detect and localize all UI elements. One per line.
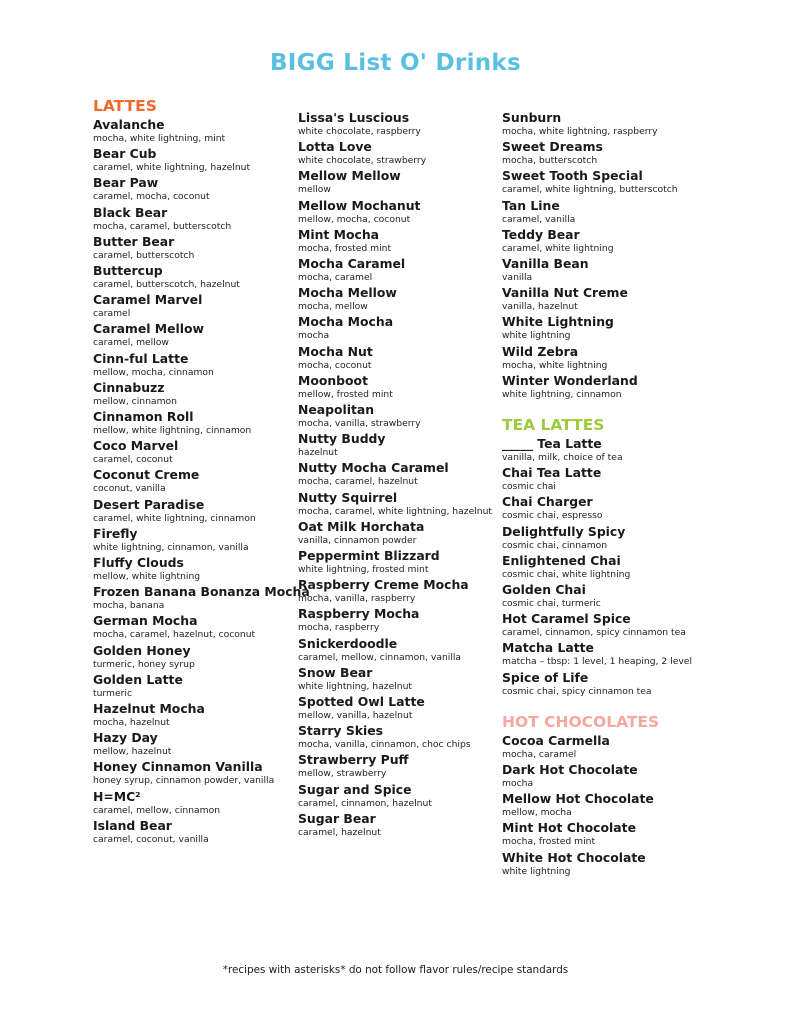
drink-item bbox=[502, 494, 712, 523]
drink-ingredients: caramel, hazelnut bbox=[298, 826, 381, 838]
drink-name: Cinn-ful Latte bbox=[93, 350, 189, 366]
drink-item bbox=[502, 670, 712, 699]
drink-name: Buttercup bbox=[93, 263, 163, 279]
drink-name: _____ Tea Latte bbox=[502, 436, 602, 452]
drink-item bbox=[93, 613, 288, 642]
drink-item bbox=[298, 577, 493, 606]
drink-item bbox=[298, 519, 493, 548]
drink-item bbox=[502, 582, 712, 611]
drink-name: Coconut Creme bbox=[93, 467, 200, 483]
drink-ingredients: turmeric bbox=[93, 687, 133, 699]
drink-name: Starry Skies bbox=[298, 723, 384, 739]
drink-item bbox=[298, 723, 493, 752]
drink-item bbox=[298, 373, 493, 402]
drink-item bbox=[502, 198, 712, 227]
drink-name: Raspberry Mocha bbox=[298, 606, 420, 622]
drink-ingredients: mellow, white lightning, cinnamon bbox=[93, 425, 252, 437]
drink-item bbox=[502, 373, 712, 402]
drink-name: Delightfully Spicy bbox=[502, 523, 626, 539]
drink-ingredients: white chocolate, strawberry bbox=[298, 155, 427, 167]
drink-name: Hazy Day bbox=[93, 730, 158, 746]
drink-name: Sunburn bbox=[502, 110, 562, 125]
drink-item bbox=[93, 438, 288, 467]
section-title-tea-lattes: TEA LATTES bbox=[502, 416, 605, 435]
drink-name: Chai Charger bbox=[502, 494, 593, 510]
drink-item bbox=[502, 110, 712, 139]
drink-item bbox=[93, 175, 288, 204]
drink-item bbox=[298, 110, 493, 139]
drink-name: Bear Cub bbox=[93, 146, 157, 162]
drink-item bbox=[298, 548, 493, 577]
drink-item bbox=[502, 227, 712, 256]
drink-name: White Hot Chocolate bbox=[502, 849, 646, 865]
drink-item bbox=[502, 611, 712, 640]
drink-name: Nutty Squirrel bbox=[298, 489, 398, 505]
drink-item bbox=[93, 730, 288, 759]
drink-item bbox=[93, 759, 288, 788]
drink-ingredients: mocha, vanilla, raspberry bbox=[298, 593, 416, 605]
drink-ingredients: caramel, cinnamon, spicy cinnamon tea bbox=[502, 627, 686, 639]
drink-ingredients: caramel, white lightning, cinnamon bbox=[93, 512, 256, 524]
drink-ingredients: mocha, white lightning, mint bbox=[93, 133, 226, 144]
drink-item bbox=[502, 524, 712, 553]
drink-item bbox=[502, 733, 712, 762]
drink-ingredients: white lightning bbox=[502, 330, 571, 342]
drink-ingredients: mocha, frosted mint bbox=[298, 242, 392, 254]
drink-ingredients: mocha, hazelnut bbox=[93, 717, 170, 729]
drink-item bbox=[298, 227, 493, 256]
drink-name: Wild Zebra bbox=[502, 343, 579, 359]
drink-item bbox=[93, 263, 288, 292]
drink-ingredients: cosmic chai bbox=[502, 481, 556, 493]
drink-ingredients: caramel, butterscotch bbox=[93, 249, 195, 261]
drink-ingredients: mellow bbox=[298, 184, 331, 196]
drink-item bbox=[93, 643, 288, 672]
drink-item bbox=[93, 351, 288, 380]
drink-name: German Mocha bbox=[93, 613, 198, 629]
drink-name: Mellow Mochanut bbox=[298, 197, 421, 213]
drink-ingredients: caramel, butterscotch, hazelnut bbox=[93, 279, 240, 291]
drink-item bbox=[93, 292, 288, 321]
drink-ingredients: vanilla, hazelnut bbox=[502, 301, 578, 313]
drink-ingredients: cosmic chai, cinnamon bbox=[502, 539, 608, 551]
drink-ingredients: caramel, mellow, cinnamon, vanilla bbox=[298, 651, 462, 663]
drink-name: Neapolitan bbox=[298, 402, 375, 418]
drink-name: Raspberry Creme Mocha bbox=[298, 577, 469, 593]
menu-column-3 bbox=[502, 110, 712, 879]
drink-ingredients: coconut, vanilla bbox=[93, 483, 166, 495]
drink-name: Hazelnut Mocha bbox=[93, 701, 205, 717]
drink-item bbox=[93, 409, 288, 438]
drink-item bbox=[298, 811, 493, 840]
drink-name: Cocoa Carmella bbox=[502, 732, 610, 748]
drink-name: Mocha Nut bbox=[298, 343, 373, 359]
drink-name: Vanilla Bean bbox=[502, 256, 589, 272]
drink-ingredients: mocha, vanilla, cinnamon, choc chips bbox=[298, 739, 471, 751]
drink-name: Sweet Tooth Special bbox=[502, 168, 643, 184]
drink-item bbox=[298, 314, 493, 343]
drink-item bbox=[93, 497, 288, 526]
drink-ingredients: mellow, mocha, cinnamon bbox=[93, 366, 214, 378]
drink-item bbox=[93, 672, 288, 701]
drink-ingredients: caramel, mocha, coconut bbox=[93, 191, 210, 203]
drink-ingredients: mocha, caramel bbox=[298, 272, 373, 284]
drink-item bbox=[502, 256, 712, 285]
drink-name: Oat Milk Horchata bbox=[298, 518, 425, 534]
drink-ingredients: mocha, caramel, butterscotch bbox=[93, 220, 232, 232]
drink-ingredients: mocha, frosted mint bbox=[502, 836, 596, 848]
drink-ingredients: mellow, mocha, coconut bbox=[298, 213, 411, 225]
drink-name: Lissa's Luscious bbox=[298, 110, 410, 125]
drink-item bbox=[93, 789, 288, 818]
drink-ingredients: white lightning, hazelnut bbox=[298, 680, 413, 692]
drink-ingredients: matcha – tbsp: 1 level, 1 heaping, 2 level bbox=[502, 656, 693, 668]
drink-name: Sugar and Spice bbox=[298, 781, 412, 797]
drink-item bbox=[502, 791, 712, 820]
drink-name: Island Bear bbox=[93, 817, 172, 833]
drink-name: Desert Paradise bbox=[93, 496, 205, 512]
menu-column-2 bbox=[298, 110, 493, 840]
drink-ingredients: mellow, white lightning bbox=[93, 571, 201, 583]
drink-name: H=MC² bbox=[93, 788, 141, 804]
drink-item bbox=[502, 344, 712, 373]
drink-ingredients: mocha, caramel, hazelnut bbox=[298, 476, 418, 488]
drink-name: Chai Tea Latte bbox=[502, 465, 602, 481]
drink-item bbox=[298, 782, 493, 811]
drink-ingredients: vanilla, cinnamon powder bbox=[298, 534, 417, 546]
drink-ingredients: white lightning bbox=[502, 865, 571, 877]
drink-ingredients: mocha, caramel, white lightning, hazelnut bbox=[298, 505, 493, 517]
drink-ingredients: hazelnut bbox=[298, 447, 338, 459]
drink-ingredients: vanilla, milk, choice of tea bbox=[502, 452, 623, 464]
drink-item bbox=[298, 256, 493, 285]
drink-ingredients: mellow, hazelnut bbox=[93, 746, 172, 758]
drink-item bbox=[298, 460, 493, 489]
drink-name: Golden Latte bbox=[93, 671, 183, 687]
drink-item bbox=[298, 636, 493, 665]
drink-ingredients: mocha, vanilla, strawberry bbox=[298, 418, 421, 430]
drink-ingredients: cosmic chai, spicy cinnamon tea bbox=[502, 685, 652, 697]
drink-item bbox=[93, 555, 288, 584]
drink-item bbox=[502, 640, 712, 669]
drink-name: Avalanche bbox=[93, 117, 165, 132]
drink-item bbox=[502, 850, 712, 879]
drink-ingredients: caramel, mellow bbox=[93, 337, 169, 349]
drink-item bbox=[93, 321, 288, 350]
drink-ingredients: caramel, coconut bbox=[93, 454, 173, 466]
drink-name: Nutty Mocha Caramel bbox=[298, 460, 449, 476]
drink-ingredients: cosmic chai, espresso bbox=[502, 510, 603, 522]
drink-name: Spice of Life bbox=[502, 669, 589, 685]
drink-name: Peppermint Blizzard bbox=[298, 548, 440, 564]
drink-ingredients: caramel, coconut, vanilla bbox=[93, 833, 209, 845]
drink-item bbox=[93, 205, 288, 234]
drink-ingredients: mocha, white lightning, raspberry bbox=[502, 126, 658, 137]
drink-ingredients: mocha, caramel, hazelnut, coconut bbox=[93, 629, 256, 641]
drink-name: Golden Honey bbox=[93, 642, 191, 658]
drink-item bbox=[93, 701, 288, 730]
drink-name: White Lightning bbox=[502, 314, 614, 330]
drink-name: Mellow Mellow bbox=[298, 168, 401, 184]
drink-item bbox=[93, 117, 288, 146]
section-title-hot-chocolates: HOT CHOCOLATES bbox=[502, 712, 660, 731]
drink-name: Firefly bbox=[93, 525, 138, 541]
drink-ingredients: caramel, white lightning, hazelnut bbox=[93, 162, 251, 174]
drink-ingredients: white lightning, cinnamon, vanilla bbox=[93, 541, 249, 553]
drink-ingredients: mellow, strawberry bbox=[298, 768, 387, 780]
drink-item bbox=[93, 146, 288, 175]
drink-name: Dark Hot Chocolate bbox=[502, 762, 638, 778]
drink-ingredients: mocha, raspberry bbox=[298, 622, 380, 634]
drink-name: Lotta Love bbox=[298, 139, 372, 155]
drink-name: Butter Bear bbox=[93, 233, 175, 249]
drink-item bbox=[502, 139, 712, 168]
drink-ingredients: mocha, banana bbox=[93, 600, 165, 612]
drink-ingredients: caramel, vanilla bbox=[502, 213, 576, 225]
drink-ingredients: mocha bbox=[502, 778, 534, 790]
drink-ingredients: white lightning, cinnamon bbox=[502, 388, 622, 400]
drink-name: Golden Chai bbox=[502, 582, 586, 598]
drink-item bbox=[502, 285, 712, 314]
drink-item bbox=[298, 402, 493, 431]
drink-name: Coco Marvel bbox=[93, 438, 179, 454]
drink-name: Tan Line bbox=[502, 197, 560, 213]
drink-ingredients: caramel, white lightning, butterscotch bbox=[502, 184, 678, 196]
drink-item bbox=[298, 490, 493, 519]
drink-item bbox=[502, 553, 712, 582]
drink-item bbox=[298, 168, 493, 197]
drink-name: Mocha Caramel bbox=[298, 256, 406, 272]
drink-ingredients: white chocolate, raspberry bbox=[298, 126, 421, 137]
drink-name: Vanilla Nut Creme bbox=[502, 285, 628, 301]
drink-item bbox=[502, 465, 712, 494]
drink-name: Cinnabuzz bbox=[93, 379, 165, 395]
drink-item bbox=[502, 820, 712, 849]
drink-name: Mocha Mocha bbox=[298, 314, 394, 330]
drink-item bbox=[93, 818, 288, 847]
drink-item bbox=[298, 752, 493, 781]
drink-name: Cinnamon Roll bbox=[93, 409, 194, 425]
drink-ingredients: caramel, cinnamon, hazelnut bbox=[298, 797, 432, 809]
drink-ingredients: mocha, butterscotch bbox=[502, 155, 598, 167]
drink-ingredients: caramel bbox=[93, 308, 131, 320]
drink-ingredients: vanilla bbox=[502, 272, 533, 284]
drink-ingredients: turmeric, honey syrup bbox=[93, 658, 195, 670]
drink-ingredients: mocha, coconut bbox=[298, 359, 372, 371]
drink-ingredients: mellow, frosted mint bbox=[298, 388, 393, 400]
drink-name: Winter Wonderland bbox=[502, 372, 638, 388]
drink-item bbox=[298, 431, 493, 460]
drink-item bbox=[298, 606, 493, 635]
drink-name: Frozen Banana Bonanza Mocha bbox=[93, 584, 310, 600]
drink-item bbox=[298, 665, 493, 694]
drink-ingredients: caramel, mellow, cinnamon bbox=[93, 804, 221, 816]
drink-ingredients: cosmic chai, turmeric bbox=[502, 598, 601, 610]
drink-ingredients: caramel, white lightning bbox=[502, 242, 614, 254]
drink-item bbox=[298, 694, 493, 723]
drink-name: Mint Mocha bbox=[298, 226, 380, 242]
section-title-lattes: LATTES bbox=[93, 97, 157, 115]
drink-item bbox=[93, 467, 288, 496]
drink-name: Mint Hot Chocolate bbox=[502, 820, 636, 836]
drink-name: Fluffy Clouds bbox=[93, 555, 184, 571]
drink-ingredients: mocha, white lightning bbox=[502, 359, 608, 371]
drink-item bbox=[93, 584, 310, 613]
drink-name: Matcha Latte bbox=[502, 640, 594, 656]
drink-name: Honey Cinnamon Vanilla bbox=[93, 759, 263, 775]
drink-item bbox=[502, 762, 712, 791]
drink-name: Strawberry Puff bbox=[298, 752, 409, 768]
drink-name: Sweet Dreams bbox=[502, 139, 603, 155]
drink-name: Enlightened Chai bbox=[502, 552, 621, 568]
drink-ingredients: mellow, vanilla, hazelnut bbox=[298, 710, 413, 722]
drink-item bbox=[502, 314, 712, 343]
drink-name: Hot Caramel Spice bbox=[502, 611, 631, 627]
drink-ingredients: mocha bbox=[298, 330, 330, 342]
drink-ingredients: mellow, mocha bbox=[502, 807, 572, 819]
drink-name: Caramel Marvel bbox=[93, 292, 203, 308]
drink-item bbox=[298, 285, 493, 314]
drink-name: Sugar Bear bbox=[298, 810, 376, 826]
drink-name: Mocha Mellow bbox=[298, 285, 397, 301]
drink-ingredients: cosmic chai, white lightning bbox=[502, 568, 631, 580]
drink-item bbox=[93, 234, 288, 263]
drink-name: Nutty Buddy bbox=[298, 431, 386, 447]
drink-name: Snow Bear bbox=[298, 664, 373, 680]
drink-name: Mellow Hot Chocolate bbox=[502, 791, 654, 807]
drink-ingredients: mocha, mellow bbox=[298, 301, 368, 313]
drink-item bbox=[93, 526, 288, 555]
drink-name: Spotted Owl Latte bbox=[298, 694, 425, 710]
drink-item bbox=[298, 344, 493, 373]
drink-item bbox=[298, 198, 493, 227]
drink-name: Snickerdoodle bbox=[298, 635, 398, 651]
drink-ingredients: white lightning, frosted mint bbox=[298, 564, 429, 576]
drink-item bbox=[93, 380, 288, 409]
drink-item bbox=[298, 139, 493, 168]
drink-name: Bear Paw bbox=[93, 175, 159, 191]
drink-item bbox=[502, 436, 712, 465]
drink-name: Black Bear bbox=[93, 204, 168, 220]
drink-item bbox=[502, 168, 712, 197]
drink-ingredients: mellow, cinnamon bbox=[93, 395, 177, 407]
drink-ingredients: honey syrup, cinnamon powder, vanilla bbox=[93, 775, 275, 787]
drink-name: Caramel Mellow bbox=[93, 321, 204, 337]
footnote: *recipes with asterisks* do not follow flavor rules/recipe standards bbox=[222, 964, 569, 976]
drink-name: Teddy Bear bbox=[502, 226, 580, 242]
drink-name: Moonboot bbox=[298, 372, 368, 388]
drink-ingredients: mocha, caramel bbox=[502, 748, 577, 760]
page-title: BIGG List O' Drinks bbox=[269, 50, 522, 76]
menu-column-1 bbox=[93, 96, 310, 847]
